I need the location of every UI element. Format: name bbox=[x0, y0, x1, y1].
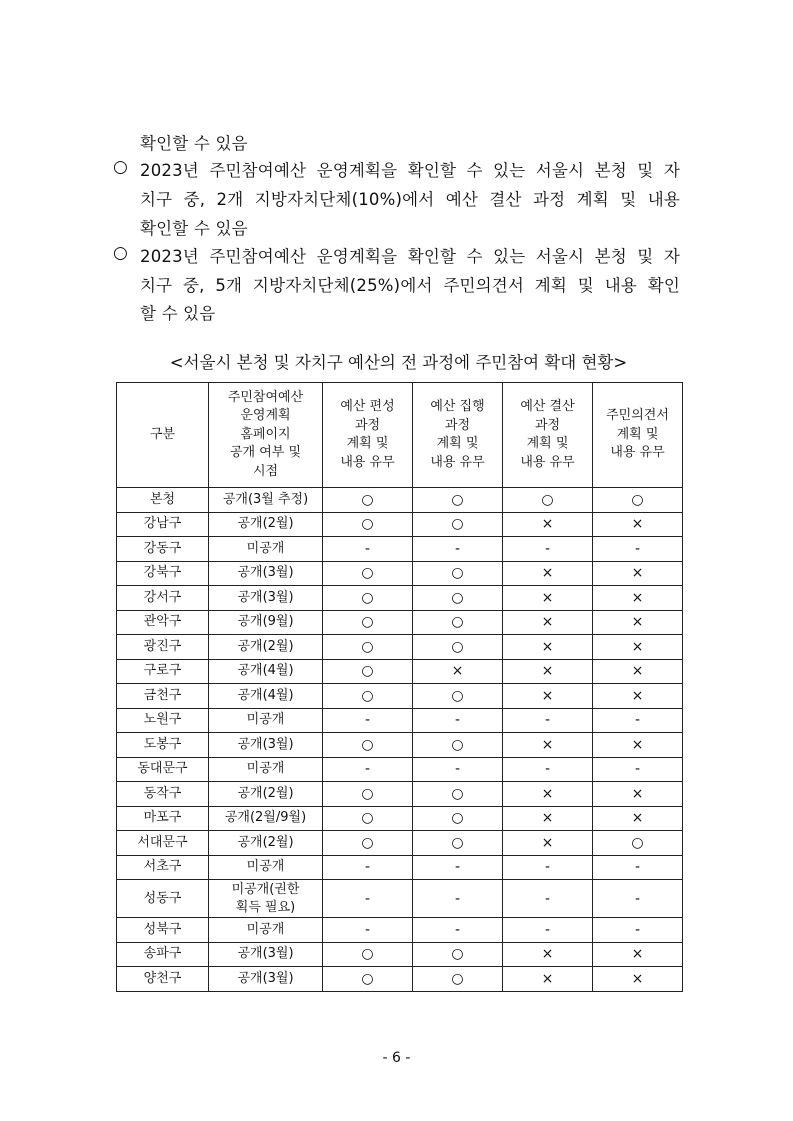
status-cell: ○ bbox=[413, 967, 503, 992]
disclosure-cell: 공개(3월) bbox=[209, 942, 323, 967]
status-cell: - bbox=[413, 855, 503, 880]
status-cell: - bbox=[593, 880, 683, 918]
status-cell: ○ bbox=[413, 733, 503, 758]
header-text: 주민의견서 bbox=[606, 408, 669, 424]
table-row bbox=[117, 561, 683, 586]
status-cell: × bbox=[593, 782, 683, 807]
table-row bbox=[117, 806, 683, 831]
disclosure-cell: 공개(2월) bbox=[209, 782, 323, 807]
header-cell bbox=[413, 383, 503, 488]
status-cell: × bbox=[503, 806, 593, 831]
status-cell: - bbox=[413, 708, 503, 733]
status-cell: ○ bbox=[413, 806, 503, 831]
status-cell: ○ bbox=[413, 488, 503, 513]
district-cell: 금천구 bbox=[117, 684, 209, 709]
district-cell: 서대문구 bbox=[117, 831, 209, 856]
disclosure-cell: 공개(3월) bbox=[209, 561, 323, 586]
paragraph-line: 2023년 주민참여예산 운영계획을 확인할 수 있는 서울시 본청 및 자 bbox=[140, 161, 680, 180]
disclosure-cell: 공개(4월) bbox=[209, 684, 323, 709]
status-cell: - bbox=[323, 855, 413, 880]
district-cell: 강북구 bbox=[117, 561, 209, 586]
table-row bbox=[117, 733, 683, 758]
status-cell: × bbox=[503, 586, 593, 611]
table-row bbox=[117, 855, 683, 880]
district-cell: 도봉구 bbox=[117, 733, 209, 758]
table-row bbox=[117, 659, 683, 684]
district-cell: 강동구 bbox=[117, 537, 209, 562]
header-text: 과정 bbox=[534, 417, 561, 433]
status-cell: ○ bbox=[323, 635, 413, 660]
status-cell: × bbox=[503, 610, 593, 635]
status-cell: × bbox=[593, 561, 683, 586]
district-cell: 성북구 bbox=[117, 918, 209, 943]
disclosure-cell: 미공개 bbox=[209, 537, 323, 562]
table-row bbox=[117, 488, 683, 513]
disclosure-cell: 공개(2월) bbox=[209, 831, 323, 856]
status-cell: - bbox=[413, 880, 503, 918]
table-row bbox=[117, 831, 683, 856]
status-cell: × bbox=[503, 512, 593, 537]
status-cell: ○ bbox=[323, 659, 413, 684]
status-cell: ○ bbox=[323, 512, 413, 537]
table-row bbox=[117, 684, 683, 709]
status-cell: × bbox=[593, 806, 683, 831]
district-cell: 동작구 bbox=[117, 782, 209, 807]
status-cell: ○ bbox=[323, 831, 413, 856]
status-cell: × bbox=[413, 659, 503, 684]
header-text: 운영계획 bbox=[240, 408, 291, 424]
status-cell: - bbox=[593, 855, 683, 880]
bullet-circle-icon: ○ bbox=[113, 243, 128, 263]
header-text: 예산 결산 bbox=[520, 399, 575, 414]
header-text: 계획 및 bbox=[616, 426, 659, 442]
status-cell: ○ bbox=[323, 967, 413, 992]
status-cell: ○ bbox=[503, 488, 593, 513]
status-cell: - bbox=[593, 757, 683, 782]
status-cell: - bbox=[593, 537, 683, 562]
paragraph-line: 치구 중, 2개 지방자치단체(10%)에서 예산 결산 과정 계획 및 내용 bbox=[140, 190, 680, 209]
status-cell: × bbox=[593, 635, 683, 660]
header-text: 내용 유무 bbox=[520, 454, 575, 470]
header-cell bbox=[503, 383, 593, 488]
status-cell: - bbox=[503, 757, 593, 782]
disclosure-cell: 공개(9월) bbox=[209, 610, 323, 635]
district-cell: 강서구 bbox=[117, 586, 209, 611]
status-cell: ○ bbox=[413, 684, 503, 709]
paragraph-line: 치구 중, 5개 지방자치단체(25%)에서 주민의견서 계획 및 내용 확인 bbox=[140, 276, 680, 295]
table-row bbox=[117, 757, 683, 782]
status-cell: × bbox=[503, 967, 593, 992]
status-cell: ○ bbox=[323, 782, 413, 807]
status-cell: ○ bbox=[323, 586, 413, 611]
status-cell: × bbox=[503, 831, 593, 856]
district-cell: 동대문구 bbox=[117, 757, 209, 782]
status-cell: × bbox=[593, 684, 683, 709]
table-row bbox=[117, 708, 683, 733]
disclosure-cell: 공개(2월/9월) bbox=[209, 806, 323, 831]
disclosure-cell: 미공개 bbox=[209, 757, 323, 782]
table-row bbox=[117, 537, 683, 562]
status-cell: × bbox=[503, 635, 593, 660]
disclosure-cell: 미공개 bbox=[209, 708, 323, 733]
table-row bbox=[117, 942, 683, 967]
status-cell: ○ bbox=[323, 942, 413, 967]
disclosure-cell: 미공개 bbox=[209, 918, 323, 943]
status-cell: - bbox=[413, 918, 503, 943]
district-cell: 광진구 bbox=[117, 635, 209, 660]
district-cell: 성동구 bbox=[117, 880, 209, 918]
district-cell: 본청 bbox=[117, 488, 209, 513]
paragraph-line: 확인할 수 있음 bbox=[140, 134, 248, 153]
status-cell: × bbox=[593, 733, 683, 758]
header-text: 계획 및 bbox=[526, 436, 569, 451]
header-text: 계획 및 bbox=[436, 436, 479, 451]
district-cell: 송파구 bbox=[117, 942, 209, 967]
status-cell: - bbox=[503, 708, 593, 733]
table-row bbox=[117, 635, 683, 660]
header-cell bbox=[593, 383, 683, 488]
table-row bbox=[117, 586, 683, 611]
header-text: 예산 집행 bbox=[430, 399, 485, 414]
header-text: 시점 bbox=[252, 463, 279, 479]
status-cell: ○ bbox=[413, 831, 503, 856]
status-cell: ○ bbox=[413, 512, 503, 537]
status-cell: - bbox=[323, 537, 413, 562]
status-cell: ○ bbox=[323, 488, 413, 513]
header-cell bbox=[209, 383, 323, 488]
status-cell: ○ bbox=[593, 488, 683, 513]
status-cell: - bbox=[323, 757, 413, 782]
disclosure-cell: 공개(2월) bbox=[209, 512, 323, 537]
header-text: 과정 bbox=[444, 417, 471, 433]
disclosure-cell: 공개(3월 추정) bbox=[209, 488, 323, 513]
header-text: 홈페이지 bbox=[240, 426, 291, 442]
header-cell bbox=[323, 383, 413, 488]
status-cell: ○ bbox=[323, 684, 413, 709]
header-text: 예산 편성 bbox=[340, 399, 395, 414]
status-cell: ○ bbox=[413, 942, 503, 967]
disclosure-cell: 미공개 bbox=[209, 855, 323, 880]
status-cell: × bbox=[503, 733, 593, 758]
status-cell: ○ bbox=[413, 586, 503, 611]
district-cell: 구로구 bbox=[117, 659, 209, 684]
status-cell: × bbox=[593, 610, 683, 635]
paragraph-line: 확인할 수 있음 bbox=[140, 219, 248, 238]
status-cell: ○ bbox=[413, 635, 503, 660]
status-cell: - bbox=[323, 880, 413, 918]
disclosure-cell: 공개(3월) bbox=[209, 586, 323, 611]
status-cell: × bbox=[593, 942, 683, 967]
table-row bbox=[117, 967, 683, 992]
status-cell: × bbox=[503, 561, 593, 586]
status-cell: ○ bbox=[593, 831, 683, 856]
status-cell: - bbox=[413, 757, 503, 782]
disclosure-cell: 공개(4월) bbox=[209, 659, 323, 684]
status-cell: × bbox=[503, 684, 593, 709]
status-cell: - bbox=[323, 918, 413, 943]
paragraph-line: 2023년 주민참여예산 운영계획을 확인할 수 있는 서울시 본청 및 자 bbox=[140, 247, 680, 266]
status-cell: ○ bbox=[413, 610, 503, 635]
district-cell: 노원구 bbox=[117, 708, 209, 733]
header-cell bbox=[117, 383, 209, 488]
header-text: 내용 유무 bbox=[610, 445, 665, 461]
district-cell: 양천구 bbox=[117, 967, 209, 992]
district-cell: 마포구 bbox=[117, 806, 209, 831]
district-cell: 강남구 bbox=[117, 512, 209, 537]
status-cell: ○ bbox=[323, 561, 413, 586]
disclosure-cell: 공개(2월) bbox=[209, 635, 323, 660]
status-cell: × bbox=[503, 659, 593, 684]
status-cell: × bbox=[593, 512, 683, 537]
status-cell: - bbox=[503, 855, 593, 880]
paragraph-line: 할 수 있음 bbox=[140, 304, 216, 323]
status-cell: - bbox=[503, 537, 593, 562]
header-text: 공개 여부 및 bbox=[229, 445, 302, 461]
status-cell: ○ bbox=[413, 561, 503, 586]
status-cell: × bbox=[593, 967, 683, 992]
status-cell: ○ bbox=[413, 782, 503, 807]
status-cell: ○ bbox=[323, 806, 413, 831]
status-cell: - bbox=[413, 537, 503, 562]
table-row bbox=[117, 512, 683, 537]
table-title: <서울시 본청 및 자치구 예산의 전 과정에 주민참여 확대 현황> bbox=[169, 353, 628, 372]
status-table bbox=[116, 382, 683, 992]
status-cell: - bbox=[593, 708, 683, 733]
page-number: - 6 - bbox=[382, 1050, 411, 1066]
header-text: 내용 유무 bbox=[430, 454, 485, 470]
table-row bbox=[117, 782, 683, 807]
table-row bbox=[117, 610, 683, 635]
status-cell: - bbox=[503, 918, 593, 943]
status-cell: - bbox=[593, 918, 683, 943]
status-cell: × bbox=[593, 659, 683, 684]
status-cell: × bbox=[503, 942, 593, 967]
disclosure-cell: 공개(3월) bbox=[209, 733, 323, 758]
header-text: 계획 및 bbox=[346, 436, 389, 451]
status-cell: - bbox=[323, 708, 413, 733]
status-cell: ○ bbox=[323, 733, 413, 758]
header-text: 주민참여예산 bbox=[227, 389, 304, 405]
header-text: 구분 bbox=[149, 426, 176, 442]
disclosure-cell: 공개(3월) bbox=[209, 967, 323, 992]
bullet-circle-icon: ○ bbox=[113, 157, 128, 177]
disclosure-cell: 미공개(권한 획득 필요) bbox=[209, 880, 323, 918]
status-cell: ○ bbox=[323, 610, 413, 635]
header-text: 내용 유무 bbox=[340, 454, 395, 470]
table-row bbox=[117, 880, 683, 918]
district-cell: 서초구 bbox=[117, 855, 209, 880]
status-cell: × bbox=[503, 782, 593, 807]
table-row bbox=[117, 918, 683, 943]
header-text: 과정 bbox=[354, 417, 381, 433]
district-cell: 관악구 bbox=[117, 610, 209, 635]
status-cell: - bbox=[503, 880, 593, 918]
status-cell: × bbox=[593, 586, 683, 611]
